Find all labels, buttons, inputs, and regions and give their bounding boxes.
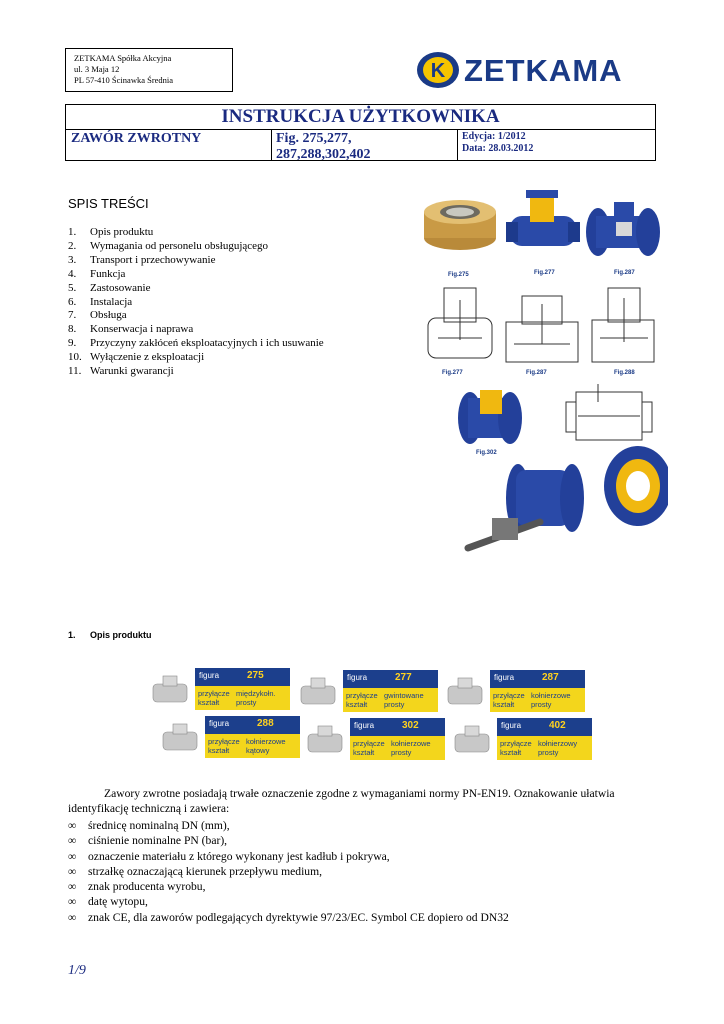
- figure-shape-key: kształt: [198, 698, 220, 707]
- toc-item-label: Przyczyny zakłóceń eksploatacyjnych i ich usuwanie: [90, 337, 324, 350]
- figure-card-header: [195, 668, 290, 686]
- figure-card-label: figura: [199, 671, 220, 680]
- photo-fig-277: [506, 190, 580, 246]
- figure-connection-key: przyłącze: [198, 689, 230, 698]
- bullet-mark: ∞: [68, 849, 77, 863]
- product-name: ZAWÓR ZWROTNY: [66, 129, 272, 161]
- figure-shape-value: prosty: [391, 748, 412, 757]
- toc-item: [68, 226, 324, 240]
- figure-shape-key: kształt: [346, 700, 368, 709]
- photo-label-288: Fig.288: [614, 370, 635, 376]
- figure-card-values: [538, 739, 577, 757]
- toc-item-number: 6.: [68, 295, 77, 308]
- toc-item-number: 2.: [68, 239, 77, 252]
- figure-shape-value: kątowy: [246, 746, 270, 755]
- toc-item-number: 4.: [68, 267, 77, 280]
- figure-connection-value: międzykołn.: [236, 689, 276, 698]
- section-1-number: 1.: [68, 630, 76, 640]
- figure-thumbnail-icon: [440, 670, 490, 716]
- toc-item: [68, 282, 324, 296]
- edition: Edycja: 1/2012: [462, 131, 526, 142]
- figure-thumbnail-icon: [300, 718, 350, 764]
- figure-card-402: [447, 718, 592, 764]
- figure-card-body: [343, 688, 438, 712]
- company-street: ul. 3 Maja 12: [74, 64, 120, 74]
- figure-connection-key: przyłącze: [493, 691, 525, 700]
- list-item-text: średnicę nominalną DN (mm),: [88, 819, 230, 832]
- figure-card-302: [300, 718, 445, 764]
- list-item-text: znak CE, dla zaworów podlegających dyrektywie 97/23/EC. Symbol CE dopiero od DN32: [88, 910, 509, 924]
- toc-title: SPIS TREŚCI: [68, 196, 149, 211]
- figure-card-keys: [346, 691, 378, 709]
- toc-item: [68, 254, 324, 268]
- list-item: [68, 894, 509, 909]
- figure-card-number: 302: [402, 720, 419, 731]
- figure-connection-value: gwintowane: [384, 691, 424, 700]
- photo-label-287: Fig.287: [614, 270, 635, 276]
- figure-card-288: [155, 716, 300, 762]
- list-item: [68, 818, 509, 833]
- list-item: [68, 833, 509, 848]
- photo-fig-275: [424, 200, 496, 250]
- figure-card-275: [145, 668, 290, 714]
- figure-connection-key: przyłącze: [208, 737, 240, 746]
- figure-card-header: [350, 718, 445, 736]
- marking-paragraph-text: Zawory zwrotne posiadają trwałe oznaczenie zgodne z wymaganiami normy PN-EN19. Oznakowanie ułatwia identyfikację techniczną i zawiera:: [68, 787, 615, 816]
- toc-item: [68, 268, 324, 282]
- toc-item-number: 8.: [68, 323, 77, 336]
- photo-label-275: Fig.275: [448, 272, 469, 278]
- document-title: INSTRUKCJA UŻYTKOWNIKA: [66, 105, 655, 130]
- figure-card-keys: [208, 737, 240, 755]
- toc-item-number: 10.: [68, 351, 82, 364]
- toc-item-number: 1.: [68, 226, 77, 238]
- photo-label-302: Fig.302: [476, 450, 497, 456]
- product-photos: [418, 188, 668, 568]
- edition-date: Data: 28.03.2012: [462, 143, 534, 154]
- figure-card-number: 277: [395, 672, 412, 683]
- figure-card-number: 288: [257, 718, 274, 729]
- figure-connection-value: kołnierzowe: [531, 691, 571, 700]
- list-item-text: oznaczenie materiału z którego wykonany jest kadłub i pokrywa,: [88, 849, 390, 863]
- figure-card-label: figura: [494, 673, 515, 682]
- figure-card-header: [490, 670, 585, 688]
- figure-thumbnail-icon: [293, 670, 343, 716]
- figure-card-label: figura: [347, 673, 368, 682]
- figure-numbers-line2: 287,288,302,402: [276, 147, 371, 162]
- table-of-contents: [68, 226, 324, 379]
- figure-shape-value: prosty: [538, 748, 559, 757]
- toc-item-label: Opis produktu: [90, 226, 154, 238]
- toc-item-label: Wymagania od personelu obsługującego: [90, 239, 269, 252]
- photo-fig-302: [458, 390, 522, 444]
- figure-card-body: [350, 736, 445, 760]
- figure-connection-value: kołnierzowe: [391, 739, 431, 748]
- figure-shape-key: kształt: [353, 748, 375, 757]
- figure-connection-value: kołnierzowy: [538, 739, 578, 748]
- photo-label-287b: Fig.287: [526, 370, 547, 376]
- photo-label-277: Fig.277: [534, 270, 555, 276]
- toc-item-label: Transport i przechowywanie: [90, 253, 216, 266]
- list-item-text: strzałkę oznaczającą kierunek przepływu medium,: [88, 864, 323, 878]
- toc-item-label: Funkcja: [90, 267, 126, 280]
- figure-card-values: [236, 689, 276, 707]
- toc-item-number: 11.: [68, 365, 82, 378]
- toc-item: [68, 309, 324, 323]
- figure-numbers-line1: Fig. 275,277,: [276, 131, 352, 146]
- figure-card-277: [293, 670, 438, 716]
- figure-shape-value: prosty: [531, 700, 552, 709]
- figure-card-number: 287: [542, 672, 559, 683]
- toc-item-number: 9.: [68, 337, 77, 350]
- figure-card-keys: [500, 739, 532, 757]
- bullet-mark: ∞: [68, 895, 77, 909]
- logo-emblem-icon: [416, 50, 460, 90]
- figure-card-keys: [198, 689, 230, 707]
- list-item: [68, 849, 509, 864]
- figure-shape-key: kształt: [208, 746, 230, 755]
- toc-item-number: 7.: [68, 309, 77, 322]
- list-item: [68, 879, 509, 894]
- bullet-mark: ∞: [68, 880, 77, 894]
- toc-item: [68, 323, 324, 337]
- logo-wordmark: ZETKAMA: [464, 53, 623, 88]
- toc-item: [68, 351, 324, 365]
- figure-card-values: [246, 737, 286, 755]
- toc-item-label: Instalacja: [90, 295, 133, 308]
- svg-text:K: K: [430, 60, 446, 82]
- bullet-mark: ∞: [68, 910, 77, 924]
- toc-item-label: Obsługa: [90, 309, 127, 322]
- figure-card-keys: [493, 691, 525, 709]
- figure-card-body: [205, 734, 300, 758]
- toc-item-label: Warunki gwarancji: [90, 365, 174, 378]
- toc-item: [68, 240, 324, 254]
- figure-shape-key: kształt: [493, 700, 515, 709]
- figure-card-body: [497, 736, 592, 760]
- photo-fig-287: [586, 202, 660, 256]
- toc-item: [68, 296, 324, 310]
- toc-item-label: Wyłączenie z eksploatacji: [90, 351, 205, 364]
- toc-item-label: Konserwacja i naprawa: [90, 323, 194, 336]
- list-item-text: ciśnienie nominalne PN (bar),: [88, 834, 228, 848]
- photo-label-277b: Fig.277: [442, 370, 463, 376]
- list-item: [68, 864, 509, 879]
- company-name: ZETKAMA Spółka Akcyjna: [74, 53, 172, 63]
- figure-card-header: [343, 670, 438, 688]
- figure-card-number: 402: [549, 720, 566, 731]
- zetkama-logo: [416, 50, 656, 92]
- figure-card-body: [195, 686, 290, 710]
- toc-item-number: 3.: [68, 253, 77, 266]
- toc-item: [68, 337, 324, 351]
- figure-connection-key: przyłącze: [500, 739, 532, 748]
- figure-card-keys: [353, 739, 385, 757]
- figure-thumbnail-icon: [145, 668, 195, 714]
- section-1-heading: [68, 630, 152, 640]
- figure-numbers: [272, 129, 458, 161]
- figure-card-values: [391, 739, 431, 757]
- bullet-mark: ∞: [68, 834, 77, 848]
- bullet-mark: ∞: [68, 819, 77, 832]
- toc-item: [68, 365, 324, 379]
- page-number: 1/9: [68, 963, 86, 978]
- drawing-fig-288: [566, 384, 652, 440]
- toc-item-label: Zastosowanie: [90, 281, 151, 294]
- edition-info: [458, 129, 655, 161]
- figure-card-label: figura: [209, 719, 230, 728]
- figure-card-body: [490, 688, 585, 712]
- section-1-title: Opis produktu: [90, 630, 152, 640]
- company-address-box: [65, 48, 233, 92]
- figure-connection-key: przyłącze: [346, 691, 378, 700]
- bullet-mark: ∞: [68, 864, 77, 878]
- figure-shape-value: prosty: [384, 700, 405, 709]
- figure-card-label: figura: [354, 721, 375, 730]
- figure-shape-value: prosty: [236, 698, 257, 707]
- company-city: PL 57-410 Ścinawka Średnia: [74, 75, 174, 85]
- figure-thumbnail-icon: [447, 718, 497, 764]
- marking-paragraph: [68, 786, 658, 817]
- figure-card-values: [384, 691, 424, 709]
- figure-thumbnail-icon: [155, 716, 205, 762]
- figure-card-label: figura: [501, 721, 522, 730]
- document-header-table: [65, 104, 656, 161]
- figure-card-header: [497, 718, 592, 736]
- figure-card-values: [531, 691, 571, 709]
- toc-item-number: 5.: [68, 281, 77, 294]
- figure-shape-key: kształt: [500, 748, 522, 757]
- figure-card-header: [205, 716, 300, 734]
- figure-connection-value: kołnierzowe: [246, 737, 286, 746]
- figure-card-number: 275: [247, 670, 264, 681]
- list-item: [68, 910, 509, 925]
- figure-connection-key: przyłącze: [353, 739, 385, 748]
- drawings-row: [428, 288, 654, 362]
- marking-list: [68, 818, 509, 925]
- list-item-text: znak producenta wyrobu,: [88, 880, 206, 894]
- figure-card-287: [440, 670, 585, 716]
- list-item-text: datę wytopu,: [88, 895, 148, 909]
- photo-fig-402: [468, 446, 668, 548]
